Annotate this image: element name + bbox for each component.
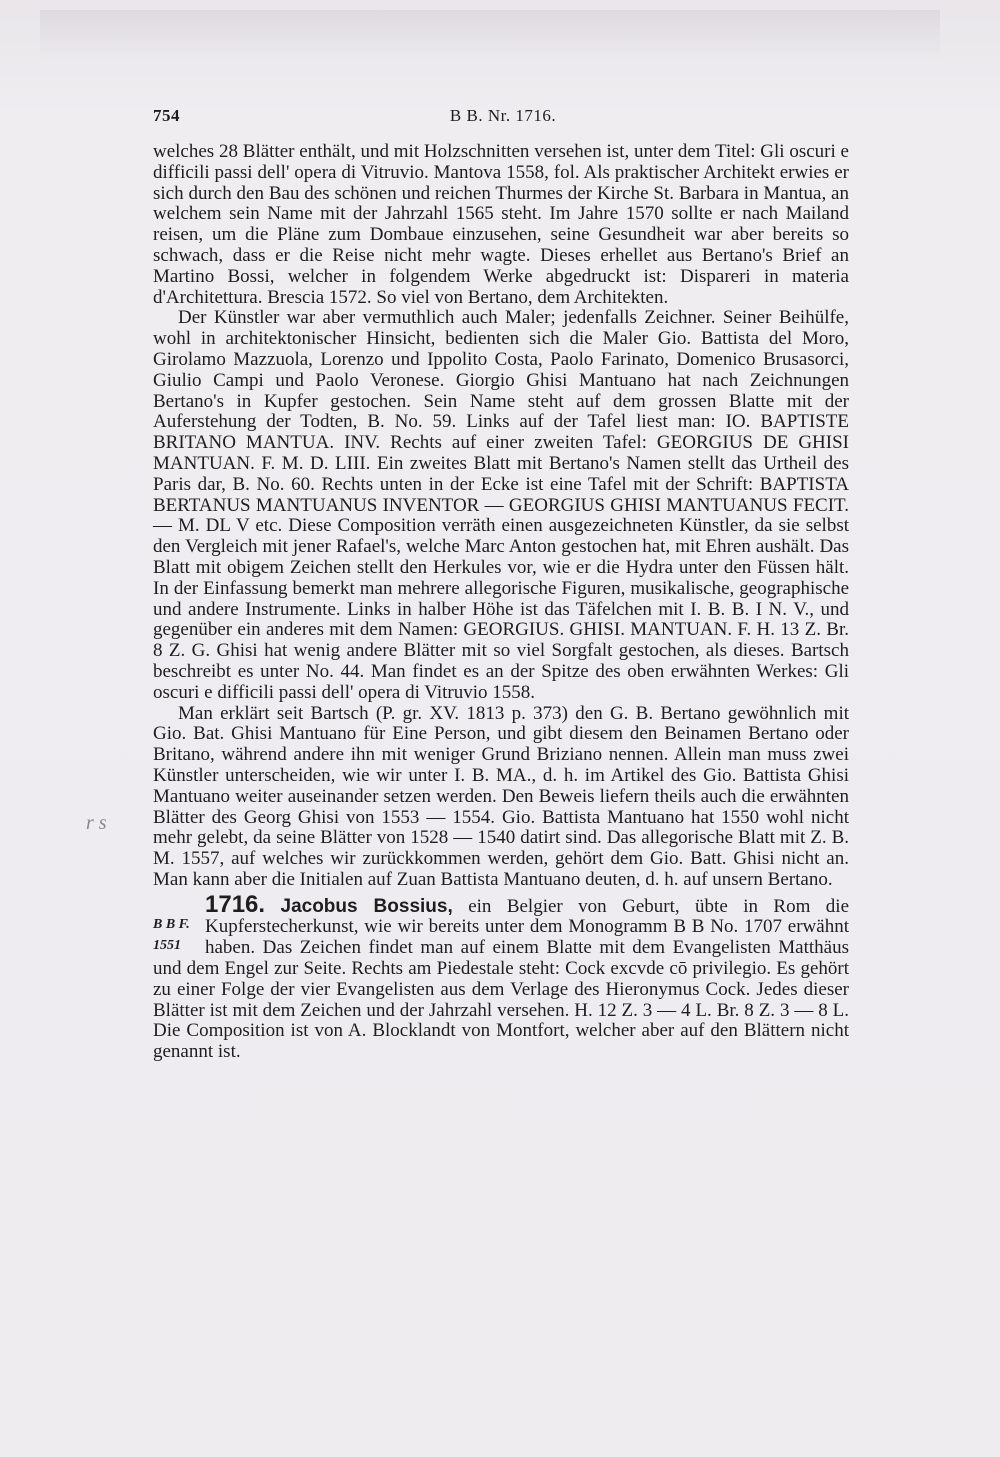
paragraph-2: Der Künstler war aber vermuthlich auch Maler; jedenfalls Zeichner. Seiner Beihülfe, wohl in architektonischer Hinsicht, bedienten sich die Maler Gio. Battista del Moro, Girolamo Mazzuola, Lorenzo und Ippolito Costa, Paolo Farinato, Domenico Brusasorci, Giulio Campi und Paolo Veronese. Giorgio Ghisi Mantuano hat nach Zeichnungen Bertano's in Kupfer gestochen. Sein Name steht auf dem grossen Blatte mit der Auferstehung der Todten, B. No. 59. Links auf der Tafel liest man: IO. BAPTISTE BRITANO MANTUA. INV. Rechts auf einer zweiten Tafel: GEORGIUS DE GHISI MANTUAN. F. M. D. LIII. Ein zweites Blatt mit Bertano's Namen stellt das Urtheil des Paris dar, B. No. 60. Rechts unten in der Ecke ist eine Tafel mit der Schrift: BAPTISTA BERTANUS MANTUANUS INVENTOR — GEORGIUS GHISI MANTUANUS FECIT. — M. DL V etc. Diese Composition verräth einen ausgezeichneten Künstler, da sie selbst den Vergleich mit jener Rafael's, welche Marc Anton gestochen hat, mit Ehren aushält. Das Blatt mit obigem Zeichen stellt den Herkules vor, wie er die Hydra unter den Füssen hält. In der Einfassung bemerkt man mehrere allegorische Figuren, musikalische, geographische und andere Instrumente. Links in halber Höhe ist das Täfelchen mit I. B. B. I N. V., und gegenüber ein anderes mit dem Namen: GEORGIUS. GHISI. MANTUAN. F. H. 13 Z. Br. 8 Z. G. Ghisi hat wenig andere Blätter mit so viel Sorgfalt gestochen, als dieses. Bartsch beschreibt es unter No. 44. Man findet es an der Spitze des oben erwähnten Werkes: Gli oscuri e difficili passi dell' opera di Vitruvio 1558. bbox=[153, 307, 849, 703]
entry-name: Jacobus Bossius, bbox=[280, 895, 453, 917]
monogram bbox=[153, 895, 199, 957]
page-number: 754 bbox=[153, 106, 180, 125]
entry-1716 bbox=[153, 890, 850, 1063]
monogram-letters: B B F. bbox=[153, 917, 190, 933]
monogram-year: 1551 bbox=[153, 938, 181, 954]
running-title: B B. Nr. 1716. bbox=[449, 106, 557, 125]
entry-text: ein Belgier von Geburt, übte in Rom die Kupferstecherkunst, wie wir bereits unter dem Monogramm B B No. 1707 erwähnt haben. Das Zeichen findet man auf einem Blatte mit dem Evangelisten Matthäus und dem Engel zur Seite. Rechts am Piedestale steht: Cock excvde cō privilegio. Es gehört zu einer Folge der vier Evangelisten aus dem Verlage des Hieronymus Cock. Jedes dieser Blätter ist mit dem Zeichen und der Jahrzahl versehen. H. 12 Z. 3 — 4 L. Br. 8 Z. 3 — 8 L. Die Composition ist von A. Blocklandt von Montfort, welcher aber auf den Blättern nicht genannt ist. bbox=[153, 895, 850, 1063]
paragraph-3: Man erklärt seit Bartsch (P. gr. XV. 1813 p. 373) den G. B. Bertano gewöhnlich mit Gio. Bat. Ghisi Mantuano für Eine Person, und gibt diesem den Beinamen Bertano oder Britano, während andere ihn mit weniger Grund Briziano nennen. Allein man muss zwei Künstler unterscheiden, wie wir unter I. B. MA., d. h. im Artikel des Gio. Battista Ghisi Mantuano weiter auseinander setzen werden. Den Beweis liefern theils auch die erwähnten Blätter des Georg Ghisi von 1553 — 1554. Gio. Battista Mantuano hat 1550 wohl nicht mehr gelebt, da seine Blätter von 1528 — 1540 datirt sind. Das allegorische Blatt mit Z. B. M. 1557, auf welches wir zurückkommen werden, gehört dem Gio. Batt. Ghisi nicht an. Man kann aber die Initialen auf Zuan Battista Mantuano deuten, d. h. auf unsern Bertano. bbox=[153, 702, 849, 890]
paragraph-1: welches 28 Blätter enthält, und mit Holzschnitten versehen ist, unter dem Titel: Gli oscuri e difficili passi dell' opera di Vitruvio. Mantova 1558, fol. Als praktischer Architekt erwies er sich durch den Bau des schönen und reichen Thurmes der Kirche St. Barbara in Mantua, an welchem sein Name mit der Jahrzahl 1565 steht. Im Jahre 1570 sollte er nach Mailand reisen, um die Pläne zum Dombaue einzusehen, seine Gesundheit war aber bereits so schwach, dass er die Reise nicht mehr wagte. Dieses erhellet aus Bertano's Brief an Martino Bossi, welcher in folgendem Werke abgedruckt ist: Dispareri in materia d'Architettura. Brescia 1572. So viel von Bertano, dem Architekten. bbox=[153, 141, 849, 308]
page-header bbox=[153, 106, 849, 132]
page-body bbox=[153, 142, 849, 1063]
margin-note: r s bbox=[86, 812, 107, 834]
entry-number: 1716. bbox=[205, 890, 266, 918]
scan-shadow bbox=[40, 10, 940, 60]
